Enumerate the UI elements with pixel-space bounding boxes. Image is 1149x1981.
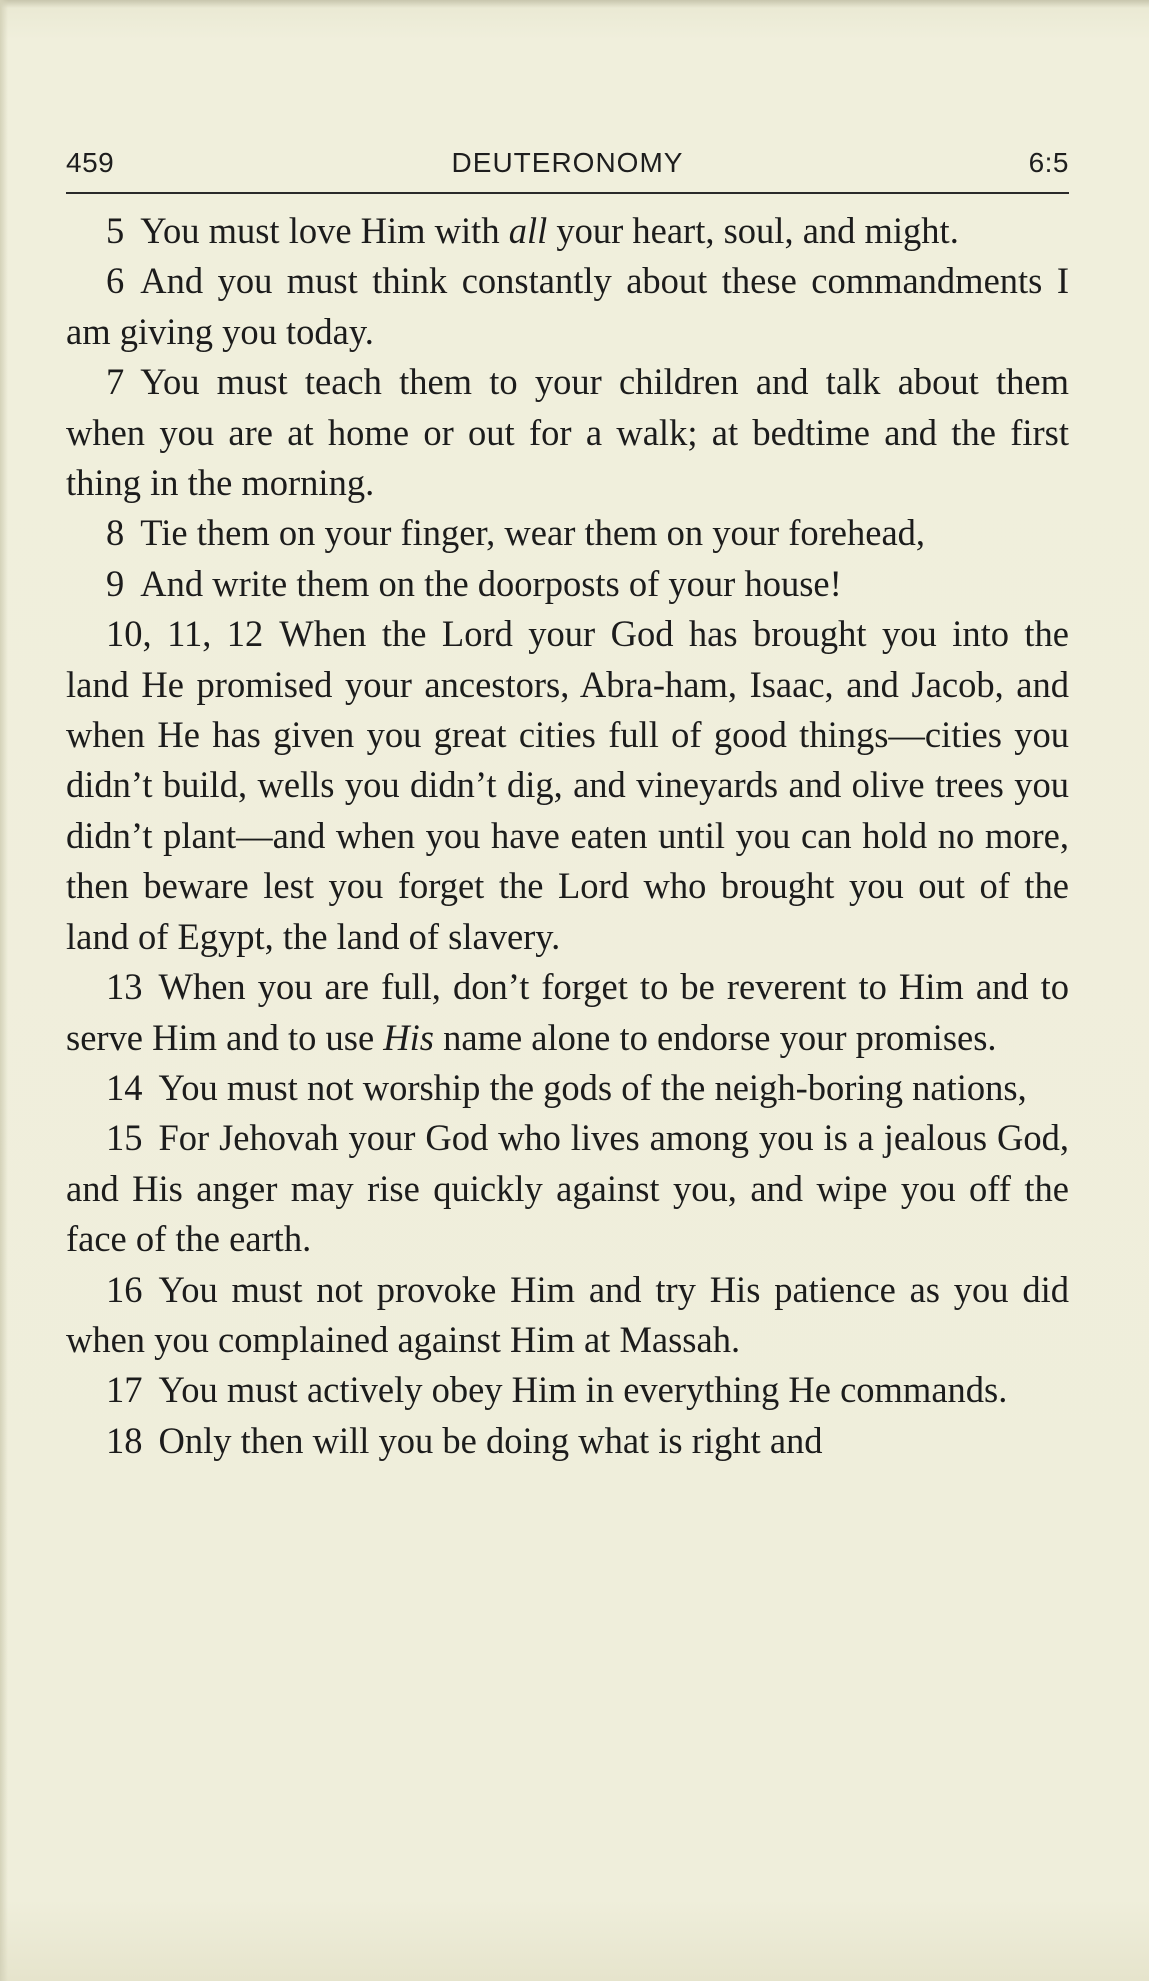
book-title: DEUTERONOMY (451, 147, 684, 178)
page-left-edge (0, 0, 8, 1981)
verse-number: 13 (106, 966, 143, 1008)
verse-text: For Jehovah your God who lives among you is a jealous God, and His anger may rise quickly against you, and wipe you off the face of the earth. (66, 1117, 1069, 1260)
running-head (66, 145, 1069, 185)
verse-number: 17 (106, 1369, 143, 1411)
verse-5 (66, 206, 1069, 256)
verse-number: 10, 11, 12 (106, 613, 264, 655)
verse-text: And you must think constantly about these commandments I am giving you today. (66, 260, 1069, 352)
verse-emphasis: all (508, 210, 548, 251)
verse-emphasis: His (383, 1016, 434, 1058)
verse-18 (66, 1416, 1069, 1466)
verse-17 (66, 1365, 1069, 1415)
verse-number: 6 (106, 260, 125, 302)
verse-7 (66, 357, 1069, 508)
page-top-edge (0, 0, 1149, 8)
verse-text: And write them on the doorposts of your house! (140, 562, 842, 604)
verse-text: You must actively obey Him in everything He commands. (158, 1369, 1008, 1411)
verse-6 (66, 256, 1069, 357)
verse-15 (66, 1113, 1069, 1264)
verse-14 (66, 1063, 1069, 1113)
verse-number: 8 (106, 512, 125, 554)
verse-number: 7 (106, 361, 125, 403)
verse-text: You must love Him with (140, 210, 509, 251)
verse-text: your heart, soul, and might. (547, 210, 959, 251)
verse-text: You must not provoke Him and try His patience as you did when you complained against Him at Massah. (66, 1268, 1069, 1360)
header-rule (66, 192, 1069, 194)
verse-10-12 (66, 609, 1069, 962)
verse-text: name alone to endorse your promises. (434, 1016, 997, 1058)
page-number: 459 (66, 147, 115, 178)
scripture-text (66, 206, 1069, 1466)
verse-number: 15 (106, 1117, 143, 1159)
verse-number: 5 (106, 210, 125, 251)
verse-number: 18 (106, 1419, 143, 1461)
verse-text: Only then will you be doing what is right and (158, 1419, 823, 1461)
verse-8 (66, 508, 1069, 558)
verse-13 (66, 962, 1069, 1063)
verse-9 (66, 559, 1069, 609)
verse-text: When the Lord your God has brought you into the land He promised your ancestors, Abra-ham, Isaac, and Jacob, and when He has given you great cities full of good things—cities you didn’t build, wells you didn’t dig, and vineyards and olive trees you didn’t plant—and when you have eaten until you can hold no more, then beware lest you forget the Lord who brought you out of the land of Egypt, the land of slavery. (66, 613, 1069, 957)
verse-text: Tie them on your finger, wear them on your forehead, (140, 512, 926, 554)
verse-number: 16 (106, 1268, 143, 1310)
verse-text: When you are full, don’t forget to be reverent to Him and to serve Him and to use (66, 966, 1069, 1058)
verse-text: You must teach them to your children and talk about them when you are at home or out for a walk; at bedtime and the first thing in the morning. (66, 361, 1069, 504)
verse-text: You must not worship the gods of the neigh-boring nations, (158, 1066, 1027, 1108)
chapter-verse-ref: 6:5 (1028, 147, 1069, 178)
verse-number: 14 (106, 1066, 143, 1108)
verse-number: 9 (106, 562, 125, 604)
verse-16 (66, 1265, 1069, 1366)
